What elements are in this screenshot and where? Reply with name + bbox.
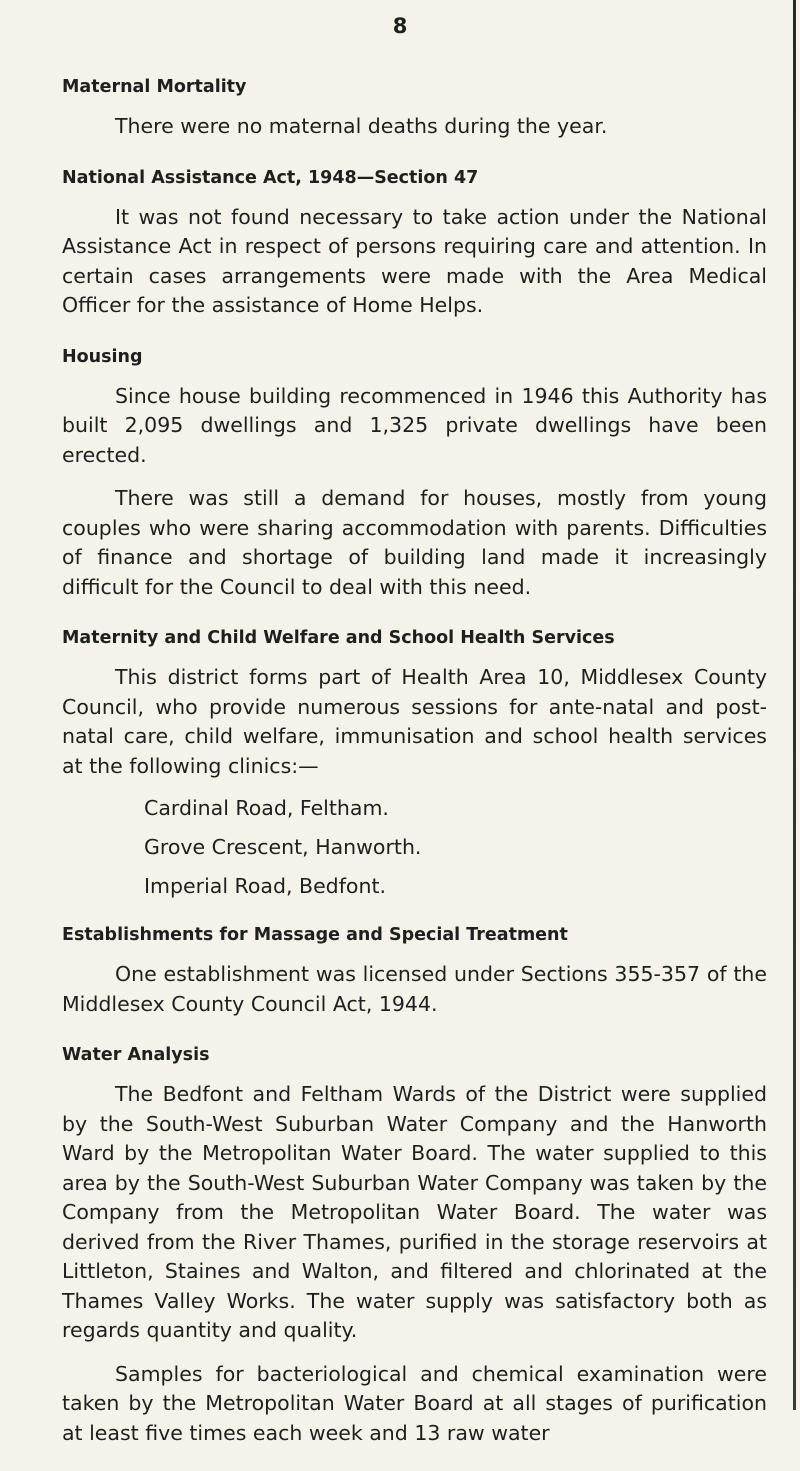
paragraph: The Bedfont and Feltham Wards of the District were supplied by the South-West Suburban Water Company and the Hanworth Ward by the Metropolitan Water Board. The water supplied to this area by the South-West Suburban Water Company was taken by the Company from the Metropolitan Water Board. The water was derived from the River Thames, purified in the storage reservoirs at Littleton, Staines and Walton, and filtered and chlorinated at the Thames Valley Works. The water supply was satisfactory both as regards quantity and quality. xyxy=(62,1082,767,1342)
section-heading: Establishments for Massage and Special Treatment xyxy=(62,925,568,945)
section-national-assistance-act xyxy=(62,165,767,321)
page-content xyxy=(62,74,767,1471)
section-housing xyxy=(62,344,767,603)
clinic-item: Cardinal Road, Feltham. xyxy=(144,796,389,820)
section-maternity-child-welfare xyxy=(62,625,767,899)
section-massage-establishments xyxy=(62,922,767,1019)
page-number: 8 xyxy=(392,14,408,38)
page-edge-line xyxy=(793,0,796,1410)
clinic-item: Grove Crescent, Hanworth. xyxy=(144,835,422,859)
paragraph: This district forms part of Health Area 10, Middlesex County Council, who provide numerous sessions for ante-natal and post-natal care, child welfare, immunisation and school health services at the following clinics:— xyxy=(62,665,767,778)
paragraph: It was not found necessary to take action under the National Assistance Act in respect of persons requiring care and attention. In certain cases arrangements were made with the Area Medical Officer for the assistance of Home Helps. xyxy=(62,204,767,317)
clinic-item: Imperial Road, Bedfont. xyxy=(144,874,387,898)
paragraph: One establishment was licensed under Sections 355-357 of the Middlesex County Council Act, 1944. xyxy=(62,962,767,1016)
section-heading: Maternal Mortality xyxy=(62,77,247,97)
section-heading: National Assistance Act, 1948—Section 47 xyxy=(62,167,479,188)
section-heading: Water Analysis xyxy=(62,1045,210,1065)
section-heading: Housing xyxy=(62,346,143,367)
section-water-analysis xyxy=(62,1042,767,1448)
clinic-list xyxy=(62,795,767,899)
section-maternal-mortality xyxy=(62,74,767,142)
paragraph: Samples for bacteriological and chemical examination were taken by the Metropolitan Water Board at all stages of purification at least five times each week and 13 raw water xyxy=(62,1361,767,1445)
paragraph: Since house building recommenced in 1946 this Authority has built 2,095 dwellings and 1,325 private dwellings have been erected. xyxy=(62,383,767,467)
section-heading: Maternity and Child Welfare and School Health Services xyxy=(62,628,615,648)
paragraph: There were no maternal deaths during the year. xyxy=(115,114,608,138)
paragraph: There was still a demand for houses, mostly from young couples who were sharing accommodation with parents. Difficulties of finance and shortage of building land made it increasingly difficult for the Council to deal with this need. xyxy=(62,486,767,599)
